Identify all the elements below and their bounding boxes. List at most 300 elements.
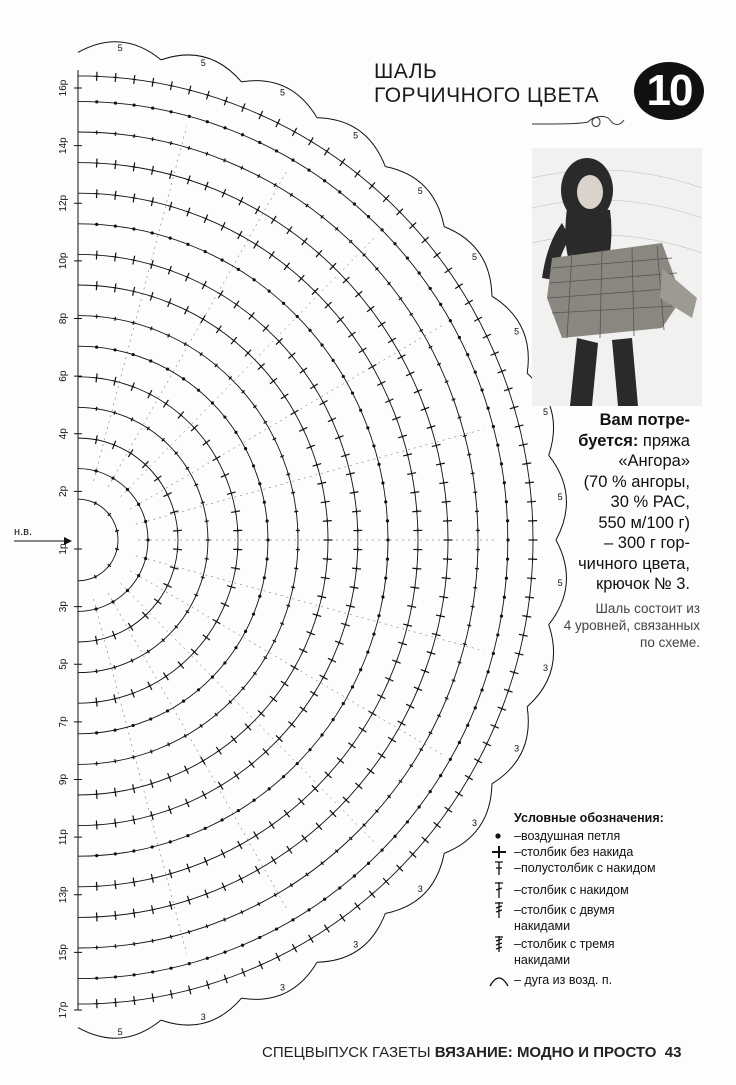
stitch-crossbar [112, 412, 117, 413]
chain-stitch-mark [234, 646, 237, 649]
chain-stitch-mark [258, 482, 261, 485]
stitch-crossbar [402, 641, 403, 646]
stitch-crossbar [296, 509, 297, 514]
stitch-crossbar [94, 378, 99, 379]
chain-stitch-mark [146, 538, 149, 541]
radial-guide [120, 237, 375, 497]
stitch-crossbar [150, 997, 155, 998]
materials-line: (70 % ангоры, [583, 472, 690, 491]
chain-stitch-mark [113, 728, 116, 731]
stitch-crossbar [354, 585, 355, 590]
stitch-crossbar [316, 462, 317, 467]
stitch-crossbar [350, 604, 351, 609]
row-label: 9р [58, 773, 69, 786]
chain-stitch-mark [307, 908, 310, 911]
chain-stitch-mark [342, 702, 345, 705]
arc-count-label: 5 [557, 491, 563, 502]
legend-title: Условные обозначения: [514, 811, 664, 825]
arc-count-label: 5 [543, 407, 549, 418]
chain-stitch-mark [114, 975, 117, 978]
stitch-crossbar [446, 576, 447, 581]
chain-stitch-mark [332, 718, 335, 721]
stitch-crossbar [464, 434, 465, 439]
row-label: 3р [58, 601, 69, 613]
chain-stitch-mark [308, 748, 311, 751]
stitch-crossbar [186, 179, 191, 180]
stitch-crossbar [469, 452, 470, 457]
chain-stitch-mark [466, 353, 469, 356]
legend-label [514, 902, 615, 934]
stitch-crossbar [321, 481, 322, 486]
stitch-crossbar [150, 170, 155, 171]
chain-stitch-mark [151, 231, 154, 234]
chain-stitch-mark [188, 962, 191, 965]
chain-stitch-mark [220, 818, 223, 821]
stitch-crossbar [94, 439, 99, 440]
chain-stitch-mark [186, 834, 189, 837]
row-label: 1р [58, 543, 69, 555]
stitch-crossbar [149, 783, 154, 784]
chain-stitch-mark [386, 557, 389, 560]
arc-count-label: 3 [353, 939, 359, 950]
legend-label-line1: –столбик с двумя [514, 903, 615, 917]
stitch-crossbar [132, 944, 137, 945]
stitch-crossbar [94, 408, 99, 409]
chain-stitch-mark [253, 799, 256, 802]
chain-stitch-mark [166, 367, 169, 370]
page-number: 43 [664, 1044, 682, 1061]
materials-line: – 300 г гор- [604, 534, 690, 552]
stitch-crossbar [523, 633, 524, 638]
row-label: 2р [58, 485, 69, 497]
edge-arc [241, 962, 317, 999]
stitch-crossbar [407, 623, 408, 628]
arc-count-label: 5 [353, 130, 359, 141]
stitch-crossbar [354, 490, 355, 495]
stitch-crossbar [168, 143, 173, 144]
legend-item [484, 860, 724, 876]
chain-stitch-mark [323, 898, 326, 901]
chain-stitch-mark [372, 632, 375, 635]
row-label: 15р [58, 944, 69, 961]
chain-stitch-mark [95, 100, 98, 103]
chain-stitch-mark [367, 862, 370, 865]
chain-stitch-mark [418, 805, 421, 808]
stitch-crossbar [526, 614, 527, 619]
chain-stitch-mark [137, 503, 140, 506]
chain-stitch-mark [393, 242, 396, 245]
stitch-crossbar [472, 604, 473, 609]
arc-count-label: 5 [200, 58, 206, 69]
stitch-row-arc [78, 76, 533, 1004]
stitch-crossbar [168, 873, 173, 874]
arc-count-label: 5 [117, 1026, 123, 1037]
chain-stitch-mark [132, 849, 135, 852]
arc-count-label: 5 [417, 185, 423, 196]
chain-stitch-mark [206, 957, 209, 960]
legend-item [484, 844, 724, 860]
arc-count-label: 5 [514, 326, 520, 337]
chain-stitch-mark [111, 600, 114, 603]
chain-stitch-mark [380, 849, 383, 852]
chain-stitch-mark [439, 303, 442, 306]
chain-stitch-mark [466, 724, 469, 727]
chain-stitch-mark [182, 377, 185, 380]
row-label: 5р [58, 658, 69, 670]
stitch-crossbar [94, 640, 99, 641]
stitch-crossbar [116, 528, 117, 533]
chain-stitch-mark [263, 576, 266, 579]
stitch-crossbar [407, 452, 408, 457]
chain-stitch-mark [386, 538, 389, 541]
chain-stitch-mark [114, 225, 117, 228]
radial-guide [130, 571, 442, 755]
edge-arc [492, 707, 528, 784]
chain-stitch-mark [381, 481, 384, 484]
chain-stitch-mark [372, 444, 375, 447]
stitch-crossbar [345, 453, 346, 458]
stitch-row-arc [78, 346, 268, 734]
chain-stitch-mark [132, 227, 135, 230]
chain-stitch-mark [182, 700, 185, 703]
chain-stitch-mark [258, 595, 261, 598]
half-double-crochet-icon [484, 860, 514, 876]
chain-stitch-mark [268, 289, 271, 292]
chain-stitch-mark [151, 106, 154, 109]
chain-stitch-mark [223, 661, 226, 664]
chain-stitch-mark [332, 359, 335, 362]
stitch-crossbar [116, 547, 117, 552]
chain-stitch-mark [353, 874, 356, 877]
materials-line: «Ангора» [618, 452, 690, 470]
stitch-crossbar [356, 566, 357, 571]
stitch-crossbar [150, 201, 155, 202]
description-line: Шаль состоит из [595, 601, 700, 616]
chain-stitch-mark [486, 670, 489, 673]
stitch-crossbar [131, 819, 136, 820]
chain-stitch-mark [359, 409, 362, 412]
chain-stitch-mark [253, 278, 256, 281]
chain-stitch-mark [169, 967, 172, 970]
stitch-crossbar [414, 490, 415, 495]
chain-stitch-mark [496, 443, 499, 446]
chain-stitch-mark [503, 596, 506, 599]
chain-stitch-mark [320, 733, 323, 736]
chain-stitch-mark [223, 951, 226, 954]
chain-stitch-mark [266, 538, 269, 541]
chain-stitch-mark [492, 425, 495, 428]
stitch-crossbar [150, 82, 155, 83]
chain-stitch-mark [95, 346, 98, 349]
chain-stitch-mark [265, 557, 268, 560]
start-label: н.в. [14, 526, 33, 538]
stitch-crossbar [113, 287, 118, 288]
stitch-crossbar [293, 585, 294, 590]
chain-stitch-mark [258, 936, 261, 939]
chain-stitch-mark [381, 595, 384, 598]
stitch-crossbar [113, 257, 118, 258]
arc-count-label: 3 [417, 884, 423, 895]
stitch-crossbar [168, 174, 173, 175]
stitch-crossbar [131, 260, 136, 261]
legend-item [484, 936, 724, 968]
arc-count-label: 3 [543, 662, 549, 673]
stitch-crossbar [150, 878, 155, 879]
chain-stitch-mark [458, 336, 461, 339]
chain-stitch-mark [377, 614, 380, 617]
legend-label-line2: накидами [514, 919, 571, 933]
chain-stitch-mark [197, 389, 200, 392]
stitch-crossbar [94, 702, 99, 703]
stitch-crossbar [113, 195, 118, 196]
chain-stitch-mark [406, 256, 409, 259]
radial-guide [108, 169, 288, 487]
chain-stitch-mark [338, 190, 341, 193]
chain-stitch-mark [252, 464, 255, 467]
stitch-row-arc [78, 163, 448, 918]
edge-arc [492, 296, 528, 373]
chain-stitch-mark [418, 271, 421, 274]
double-crochet-icon [484, 882, 514, 898]
ornament-icon [530, 112, 630, 134]
stitch-crossbar [446, 499, 447, 504]
chain-stitch-mark [197, 688, 200, 691]
legend [484, 810, 724, 988]
chain-stitch-mark [169, 237, 172, 240]
chain-stitch-mark [380, 228, 383, 231]
legend-item [484, 902, 724, 934]
chain-stitch-mark [323, 179, 326, 182]
stitch-crossbar [113, 164, 118, 165]
legend-item [484, 882, 724, 898]
stitch-crossbar [443, 480, 444, 485]
row-label: 16р [58, 79, 69, 97]
stitch-crossbar [356, 509, 357, 514]
arc-count-label: 5 [471, 251, 477, 262]
radial-guide [120, 583, 375, 843]
edge-arc [385, 853, 444, 913]
stitch-crossbar [112, 667, 117, 668]
chain-stitch-mark [133, 104, 136, 107]
stitch-crossbar [169, 994, 174, 995]
row-label: 10р [58, 252, 69, 270]
footer-publication: СПЕЦВЫПУСК ГАЗЕТЫ [262, 1044, 435, 1061]
stitch-crossbar [443, 595, 444, 600]
arc-count-label: 3 [514, 743, 520, 754]
chain-stitch-mark [353, 202, 356, 205]
chain-stitch-mark [223, 126, 226, 129]
stitch-crossbar [131, 291, 136, 292]
edge-arc [317, 913, 385, 962]
stitch-row-arc [78, 285, 328, 795]
arc-count-label: 3 [200, 1011, 206, 1022]
stitch-crossbar [132, 1000, 137, 1001]
chain-stitch-mark [149, 717, 152, 720]
chain-stitch-mark [291, 918, 294, 921]
stitch-crossbar [187, 989, 192, 990]
stitch-crossbar [169, 85, 174, 86]
chain-stitch-mark [220, 258, 223, 261]
legend-label: –столбик с накидом [514, 883, 629, 897]
materials-heading: Вам потре- [599, 411, 690, 429]
stitch-crossbar [231, 584, 232, 589]
arc-count-label: 3 [280, 982, 286, 993]
chain-stitch-mark [351, 685, 354, 688]
stitch-crossbar [205, 984, 210, 985]
stitch-crossbar [350, 471, 351, 476]
materials-yarn: пряжа [638, 431, 690, 450]
row-label: 4р [58, 428, 69, 440]
footer-magazine-title: ВЯЗАНИЕ: МОДНО И ПРОСТО [434, 1044, 657, 1061]
stitch-crossbar [206, 556, 207, 561]
stitch-crossbar [475, 490, 476, 495]
stitch-crossbar [113, 915, 118, 916]
arc-count-label: 5 [280, 87, 286, 98]
stitch-crossbar [430, 651, 431, 656]
stitch-crossbar [231, 491, 232, 496]
chain-stitch-mark [95, 977, 98, 980]
start-arrow-icon [12, 536, 72, 546]
chain-stitch-mark [95, 607, 98, 610]
legend-item [484, 972, 724, 988]
stitch-crossbar [529, 595, 530, 600]
chain-stitch-mark [265, 519, 268, 522]
stitch-row-arc [78, 407, 208, 672]
stitch-crossbar [168, 206, 173, 207]
stitch-crossbar [235, 566, 236, 571]
row-label: 17р [58, 1001, 69, 1019]
stitch-crossbar [411, 471, 412, 476]
chain-stitch-mark [429, 287, 432, 290]
chain-stitch-mark [282, 775, 285, 778]
materials-text [500, 410, 690, 595]
stitch-crossbar [173, 510, 174, 515]
stitch-crossbar [150, 909, 155, 910]
stitch-crossbar [321, 594, 322, 599]
chain-stitch-mark [263, 501, 266, 504]
chain-stitch-mark [291, 159, 294, 162]
arc-count-label: 5 [557, 578, 563, 589]
row-label: 14р [58, 137, 69, 154]
stitch-crossbar [345, 622, 346, 627]
stitch-crossbar [235, 509, 236, 514]
chain-stitch-mark [241, 133, 244, 136]
stitch-crossbar [464, 642, 465, 647]
stitch-crossbar [325, 500, 326, 505]
stitch-crossbar [293, 490, 294, 495]
stitch-crossbar [440, 462, 441, 467]
chain-stitch-mark [114, 852, 117, 855]
chain-stitch-mark [384, 577, 387, 580]
stitch-crossbar [202, 575, 203, 580]
legend-label [514, 936, 615, 968]
stitch-row-arc [78, 469, 148, 612]
stitch-crossbar [414, 585, 415, 590]
stitch-crossbar [168, 905, 173, 906]
row-label: 7р [58, 716, 69, 728]
chain-stitch-mark [320, 343, 323, 346]
radial-guide [130, 326, 442, 510]
chain-stitch-mark [268, 787, 271, 790]
chain-stitch-mark [252, 613, 255, 616]
stitch-crossbar [131, 788, 136, 789]
chain-stitch-mark [95, 223, 98, 226]
materials-line: 30 % PAC, [610, 493, 690, 511]
stitch-crossbar [469, 623, 470, 628]
stitch-crossbar [150, 940, 155, 941]
chain-stitch-mark [241, 944, 244, 947]
arc-count-label: 5 [117, 43, 123, 54]
stitch-crossbar [436, 443, 437, 448]
chain-stitch-mark [258, 141, 261, 144]
chain-stitch-mark [377, 463, 380, 466]
chain-stitch-mark [132, 724, 135, 727]
chain-stitch-mark [151, 970, 154, 973]
chain-stitch-mark [244, 447, 247, 450]
stitch-crossbar [475, 585, 476, 590]
chain-stitch-mark [492, 652, 495, 655]
chain-stitch-mark [126, 589, 129, 592]
materials-heading-2: буется: [578, 431, 639, 450]
chain-stitch-mark [144, 557, 147, 560]
stitch-crossbar [518, 652, 519, 657]
legend-label-line1: –столбик с тремя [514, 937, 615, 951]
stitch-crossbar [206, 519, 207, 524]
stitch-crossbar [132, 913, 137, 914]
chain-stitch-mark [149, 359, 152, 362]
stitch-crossbar [205, 94, 210, 95]
legend-label: –полустолбик с накидом [514, 861, 656, 875]
model-photo [532, 148, 702, 406]
chain-stitch-mark [133, 973, 136, 976]
stitch-crossbar [113, 823, 118, 824]
chain-stitch-mark [393, 835, 396, 838]
chain-stitch-mark [234, 431, 237, 434]
stitch-crossbar [411, 604, 412, 609]
description-text [540, 600, 700, 651]
stitch-crossbar [113, 792, 118, 793]
stitch-crossbar [316, 613, 317, 618]
chain-stitch-mark [474, 706, 477, 709]
stitch-crossbar [436, 632, 437, 637]
stitch-crossbar [402, 434, 403, 439]
chain-stitch-mark [480, 388, 483, 391]
stitch-crossbar [202, 500, 203, 505]
stitch-row-arc [78, 499, 118, 581]
chain-stitch-mark [307, 168, 310, 171]
stitch-crossbar [472, 471, 473, 476]
stitch-crossbar [113, 318, 118, 319]
stitch-crossbar [149, 296, 154, 297]
pattern-number-badge: 10 [634, 62, 704, 120]
edge-arc [444, 227, 492, 297]
stitch-crossbar [187, 89, 192, 90]
chain-stitch-mark [474, 371, 477, 374]
arc-count-label: 3 [471, 818, 477, 829]
row-label: 13р [58, 886, 69, 904]
materials-line: 550 м/100 г) [598, 513, 690, 532]
chain-stitch-mark [384, 500, 387, 503]
chain-stitch-mark [480, 688, 483, 691]
chain-stitch-mark [237, 809, 240, 812]
chain-stitch-mark [367, 215, 370, 218]
stitch-crossbar [112, 381, 117, 382]
chain-stitch-mark [188, 115, 191, 118]
chain-stitch-mark [204, 827, 207, 830]
chain-stitch-mark [223, 415, 226, 418]
chain-stitch-mark [132, 353, 135, 356]
chain-stitch-dot-icon [484, 828, 514, 844]
